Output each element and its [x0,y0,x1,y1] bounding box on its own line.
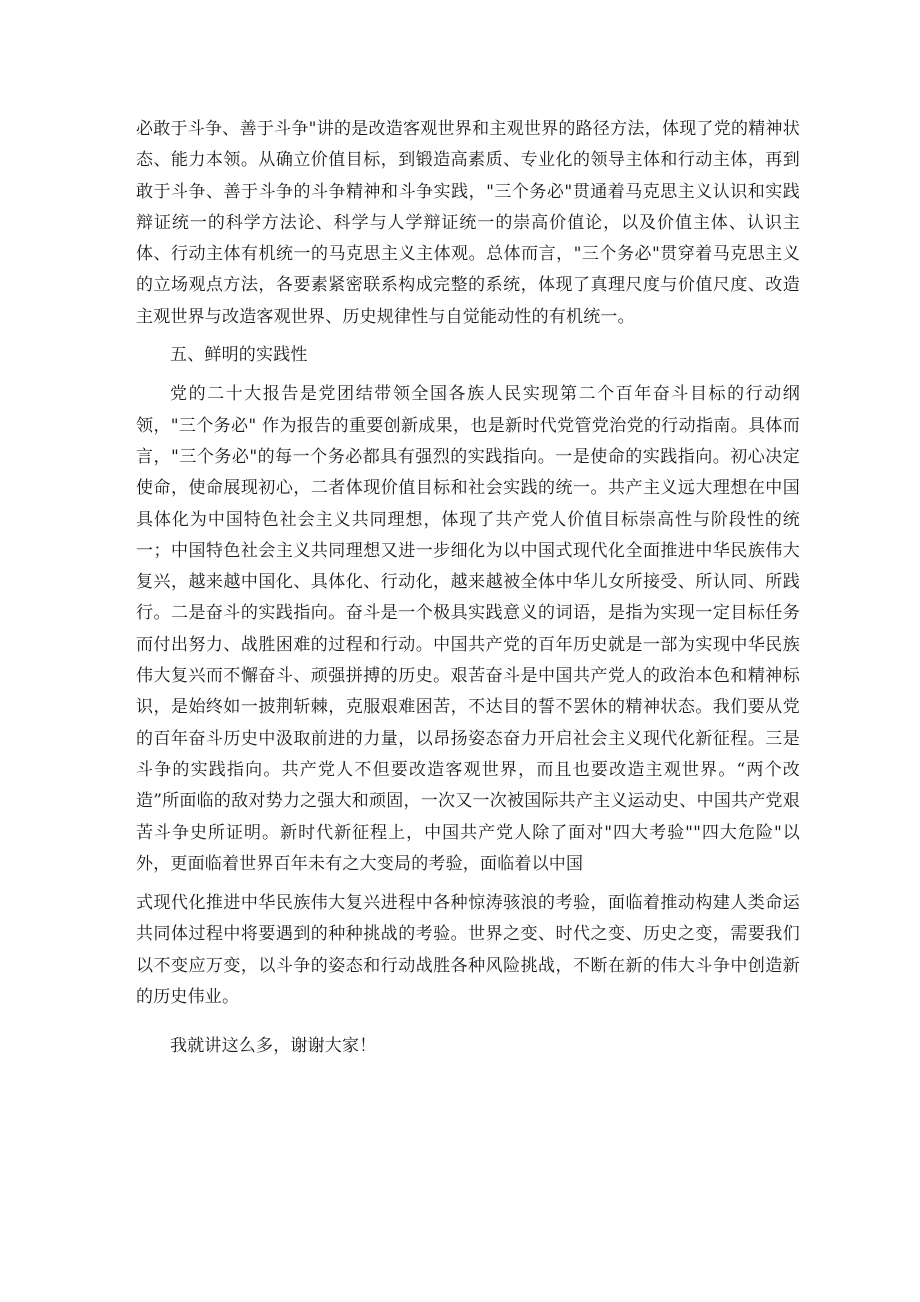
paragraph-unity: 必敢于斗争、善于斗争"讲的是改造客观世界和主观世界的路径方法，体现了党的精神状态、能力本领。从确立价值目标，到锻造高素质、专业化的领导主体和行动主体，再到敢于斗争、善于斗争的斗争精神和斗争实践，"三个务必"贯通着马克思主义认识和实践辩证统一的科学方法论、科学与人学辩证统一的崇高价值论，以及价值主体、认识主体、行动主体有机统一的马克思主义主体观。总体而言，"三个务必"贯穿着马克思主义的立场观点方法，各要素紧密联系构成完整的系统，体现了真理尺度与价值尺度、改造主观世界与改造客观世界、历史规律性与自觉能动性的有机统一。 [136,119,800,327]
document-body [136,114,800,1063]
section-heading-practicality: 五、鲜明的实践性 [170,345,308,366]
paragraph-practice-continued: 式现代化推进中华民族伟大复兴进程中各种惊涛骇浪的考验，面临着推动构建人类命运共同体过程中将要遇到的种种挑战的考验。世界之变、时代之变、历史之变，需要我们以不变应万变，以斗争的姿态和行动战胜各种风险挑战，不断在新的伟大斗争中创造新的历史伟业。 [136,893,800,1008]
paragraph-practice: 党的二十大报告是党团结带领全国各族人民实现第二个百年奋斗目标的行动纲领，"三个务必" 作为报告的重要创新成果，也是新时代党管党治党的行动指南。具体而言，"三个务必"的每一个务必都具有强烈的实践指向。一是使命的实践指向。初心决定使命，使命展现初心，二者体现价值目标和社会实践的统一。共产主义远大理想在中国具体化为中国特色社会主义共同理想，体现了共产党人价值目标崇高性与阶段性的统一；中国特色社会主义共同理想又进一步细化为以中国式现代化全面推进中华民族伟大复兴，越来越中国化、具体化、行动化，越来越被全体中华儿女所接受、所认同、所践行。二是奋斗的实践指向。奋斗是一个极具实践意义的词语，是指为实现一定目标任务而付出努力、战胜困难的过程和行动。中国共产党的百年历史就是一部为实现中华民族伟大复兴而不懈奋斗、顽强拼搏的历史。艰苦奋斗是中国共产党人的政治本色和精神标识，是始终如一披荆斩棘，克服艰难困苦，不达目的誓不罢休的精神状态。我们要从党的百年奋斗历史中汲取前进的力量，以昂扬姿态奋力开启社会主义现代化新征程。三是斗争的实践指向。共产党人不但要改造客观世界，而且也要改造主观世界。“两个改造”所面临的敌对势力之强大和顽固，一次又一次被国际共产主义运动史、中国共产党艰苦斗争史所证明。新时代新征程上，中国共产党人除了面对"四大考验""四大危险"以外，更面临着世界百年未有之大变局的考验，面临着以中国 [136,384,800,874]
closing-remark: 我就讲这么多，谢谢大家！ [170,1036,377,1057]
